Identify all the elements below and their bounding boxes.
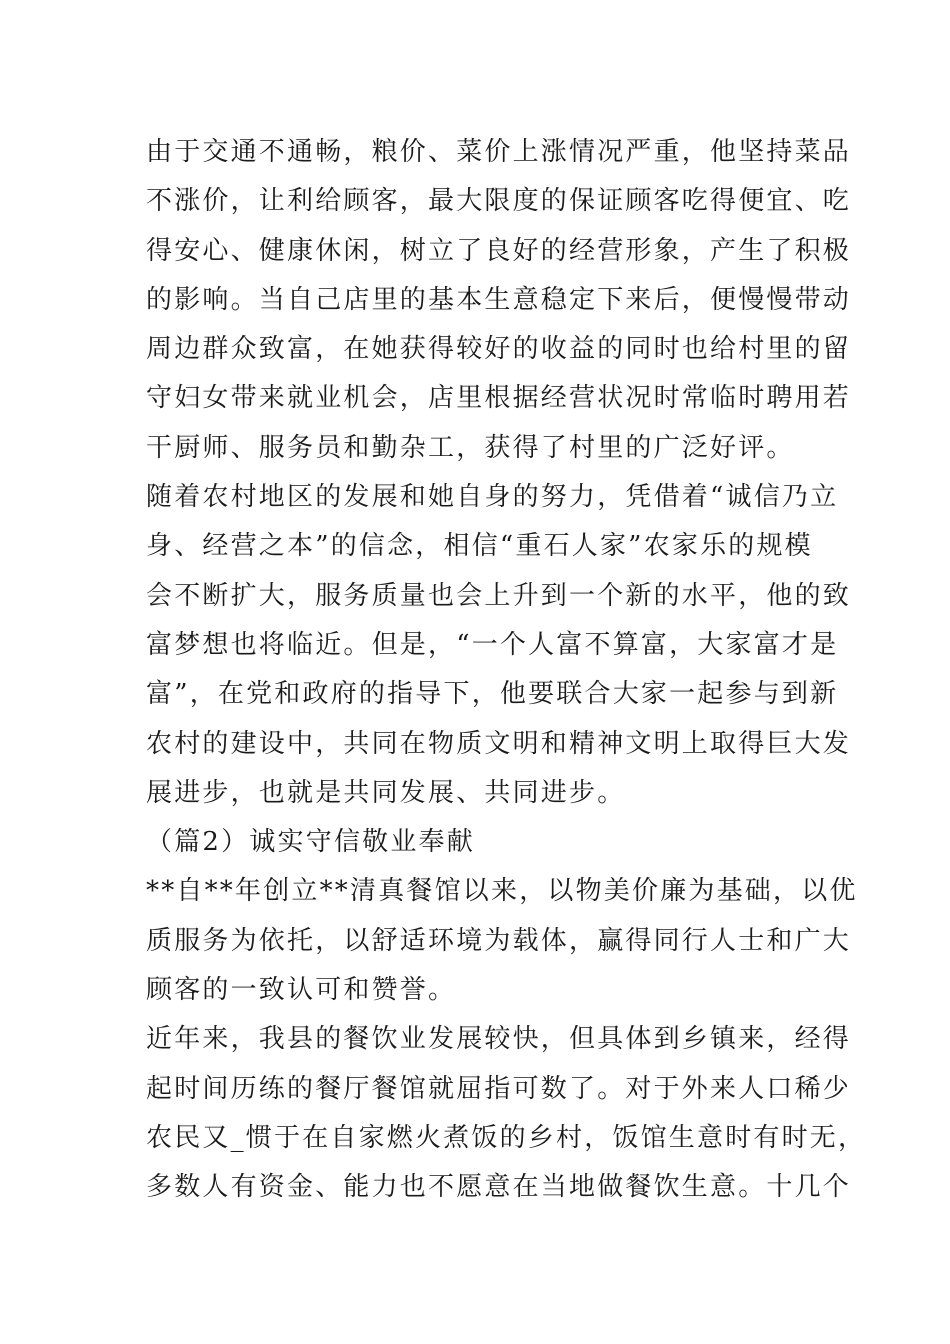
text-line: 得安心、健康休闲，树立了良好的经营形象，产生了积极 [146, 235, 852, 266]
text-line: 身、经营之本”的信念，相信“重石人家”农家乐的规模 [146, 531, 813, 562]
text-line: 农村的建设中，共同在物质文明和精神文明上取得巨大发 [146, 728, 852, 759]
text-line: 由于交通不通畅，粮价、菜价上涨情况严重，他坚持菜品 [146, 137, 852, 167]
text-line: 的影响。当自己店里的基本生意稳定下来后，便慢慢带动 [146, 284, 852, 315]
text-line: 展进步，也就是共同发展、共同进步。 [146, 777, 626, 808]
section-heading: （篇2）诚实守信敬业奉献 [146, 827, 475, 858]
text-line: 质服务为依托，以舒适环境为载体，赢得同行人士和广大 [146, 925, 852, 956]
text-line: 会不断扩大，服务质量也会上升到一个新的水平，他的致 [146, 580, 852, 611]
text-line: 富梦想也将临近。但是，“一个人富不算富，大家富才是 [146, 629, 839, 660]
text-line: 起时间历练的餐厅餐馆就屈指可数了。对于外来人口稀少 [146, 1073, 852, 1104]
text-line: **自**年创立**清真餐馆以来，以物美价廉为基础，以优 [146, 876, 858, 907]
text-line: 随着农村地区的发展和她自身的努力，凭借着“诚信乃立 [146, 482, 839, 513]
text-line: 近年来，我县的餐饮业发展较快，但具体到乡镇来，经得 [146, 1024, 852, 1055]
text-line: 富”，在党和政府的指导下，他要联合大家一起参与到新 [146, 679, 839, 710]
document-body [146, 128, 867, 1213]
text-line: 周边群众致富，在她获得较好的收益的同时也给村里的留 [146, 334, 852, 365]
text-line: 守妇女带来就业机会，店里根据经营状况时常临时聘用若 [146, 383, 852, 414]
text-line: 顾客的一致认可和赞誉。 [146, 975, 457, 1006]
text-line: 不涨价，让利给顾客，最大限度的保证顾客吃得便宜、吃 [146, 186, 852, 217]
text-line: 干厨师、服务员和勤杂工，获得了村里的广泛好评。 [146, 432, 795, 463]
text-line: 农民又_惯于在自家燃火煮饭的乡村，饭馆生意时有时无， [146, 1122, 867, 1153]
text-line: 多数人有资金、能力也不愿意在当地做餐饮生意。十几个 [146, 1172, 852, 1203]
